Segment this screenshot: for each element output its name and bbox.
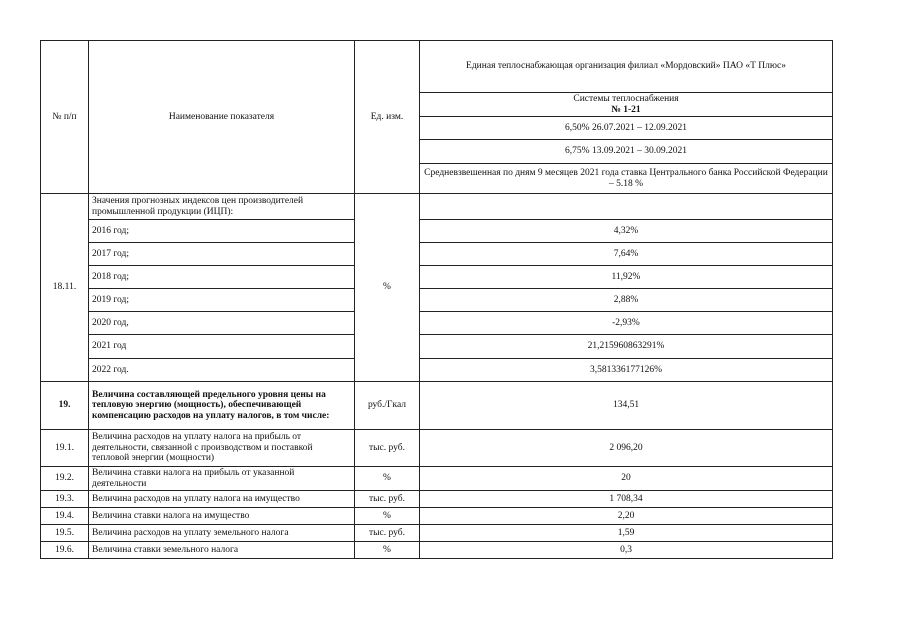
year-label: 2021 год — [89, 335, 355, 359]
row-value: 0,3 — [420, 542, 833, 559]
row-name: Величина ставки налога на имущество — [89, 508, 355, 525]
section-18-11-num: 18.11. — [41, 194, 89, 382]
row-name: Величина ставки налога на прибыль от указанной деятельности — [89, 467, 355, 491]
row-num: 19.1. — [41, 430, 89, 467]
row-value: 1,59 — [420, 525, 833, 542]
row-num: 19.5. — [41, 525, 89, 542]
row-num: 19.4. — [41, 508, 89, 525]
row-value: 2 096,20 — [420, 430, 833, 467]
row-unit: тыс. руб. — [355, 430, 420, 467]
table-row — [41, 430, 833, 467]
header-unit: Ед. изм. — [355, 41, 420, 194]
row-num: 19.6. — [41, 542, 89, 559]
year-label: 2022 год. — [89, 359, 355, 382]
header-row — [41, 41, 833, 93]
header-org: Единая теплоснабжающая организация филиал «Мордовский» ПАО «Т Плюс» — [420, 41, 833, 93]
year-row — [41, 220, 833, 243]
year-label: 2018 год; — [89, 266, 355, 289]
section-18-11-title-row — [41, 194, 833, 220]
row-unit: тыс. руб. — [355, 491, 420, 508]
row-unit: % — [355, 467, 420, 491]
year-label: 2019 год; — [89, 289, 355, 312]
year-row — [41, 335, 833, 359]
row-value: 1 708,34 — [420, 491, 833, 508]
systems-line2: № 1-21 — [611, 104, 641, 115]
row-value: 134,51 — [420, 382, 833, 430]
avg-rate: Средневзвешенная по дням 9 месяцев 2021 года ставка Центрального банка Российской Федерации – 5.18 % — [420, 164, 833, 194]
rate2: 6,75% 13.09.2021 – 30.09.2021 — [420, 140, 833, 164]
year-value: 4,32% — [420, 220, 833, 243]
year-row — [41, 359, 833, 382]
year-row — [41, 312, 833, 335]
year-label: 2016 год; — [89, 220, 355, 243]
table-row — [41, 508, 833, 525]
row-name: Величина расходов на уплату земельного налога — [89, 525, 355, 542]
table-row — [41, 491, 833, 508]
systems-line1: Системы теплоснабжения — [573, 94, 679, 104]
section-18-11-unit: % — [355, 194, 420, 382]
row-unit: тыс. руб. — [355, 525, 420, 542]
rate1: 6,50% 26.07.2021 – 12.09.2021 — [420, 117, 833, 140]
year-value: 11,92% — [420, 266, 833, 289]
row-value: 2,20 — [420, 508, 833, 525]
table-row — [41, 467, 833, 491]
year-label: 2017 год; — [89, 243, 355, 266]
table-row — [41, 542, 833, 559]
table-row — [41, 382, 833, 430]
year-row — [41, 289, 833, 312]
section-18-11-title-value — [420, 194, 833, 220]
header-num: № п/п — [41, 41, 89, 194]
section-18-11-title: Значения прогнозных индексов цен производителей промышленной продукции (ИЦП): — [89, 194, 355, 220]
row-num: 19.2. — [41, 467, 89, 491]
year-value: 2,88% — [420, 289, 833, 312]
year-label: 2020 год, — [89, 312, 355, 335]
header-name: Наименование показателя — [89, 41, 355, 194]
row-name: Величина расходов на уплату налога на прибыль от деятельности, связанной с производством и поставкой тепловой энергии (мощности) — [89, 430, 355, 467]
row-unit: руб./Гкал — [355, 382, 420, 430]
row-name: Величина ставки земельного налога — [89, 542, 355, 559]
row-num: 19.3. — [41, 491, 89, 508]
row-unit: % — [355, 508, 420, 525]
year-value: 21,215960863291% — [420, 335, 833, 359]
row-unit: % — [355, 542, 420, 559]
row-num: 19. — [41, 382, 89, 430]
year-row — [41, 243, 833, 266]
table-row — [41, 525, 833, 542]
row-name: Величина расходов на уплату налога на имущество — [89, 491, 355, 508]
header-systems — [420, 93, 833, 117]
row-value: 20 — [420, 467, 833, 491]
year-value: -2,93% — [420, 312, 833, 335]
year-row — [41, 266, 833, 289]
year-value: 7,64% — [420, 243, 833, 266]
row-name: Величина составляющей предельного уровня цены на тепловую энергию (мощность), обеспечивающей компенсацию расходов на уплату налогов, в том числе: — [89, 382, 355, 430]
year-value: 3,581336177126% — [420, 359, 833, 382]
tariff-table — [40, 40, 833, 559]
